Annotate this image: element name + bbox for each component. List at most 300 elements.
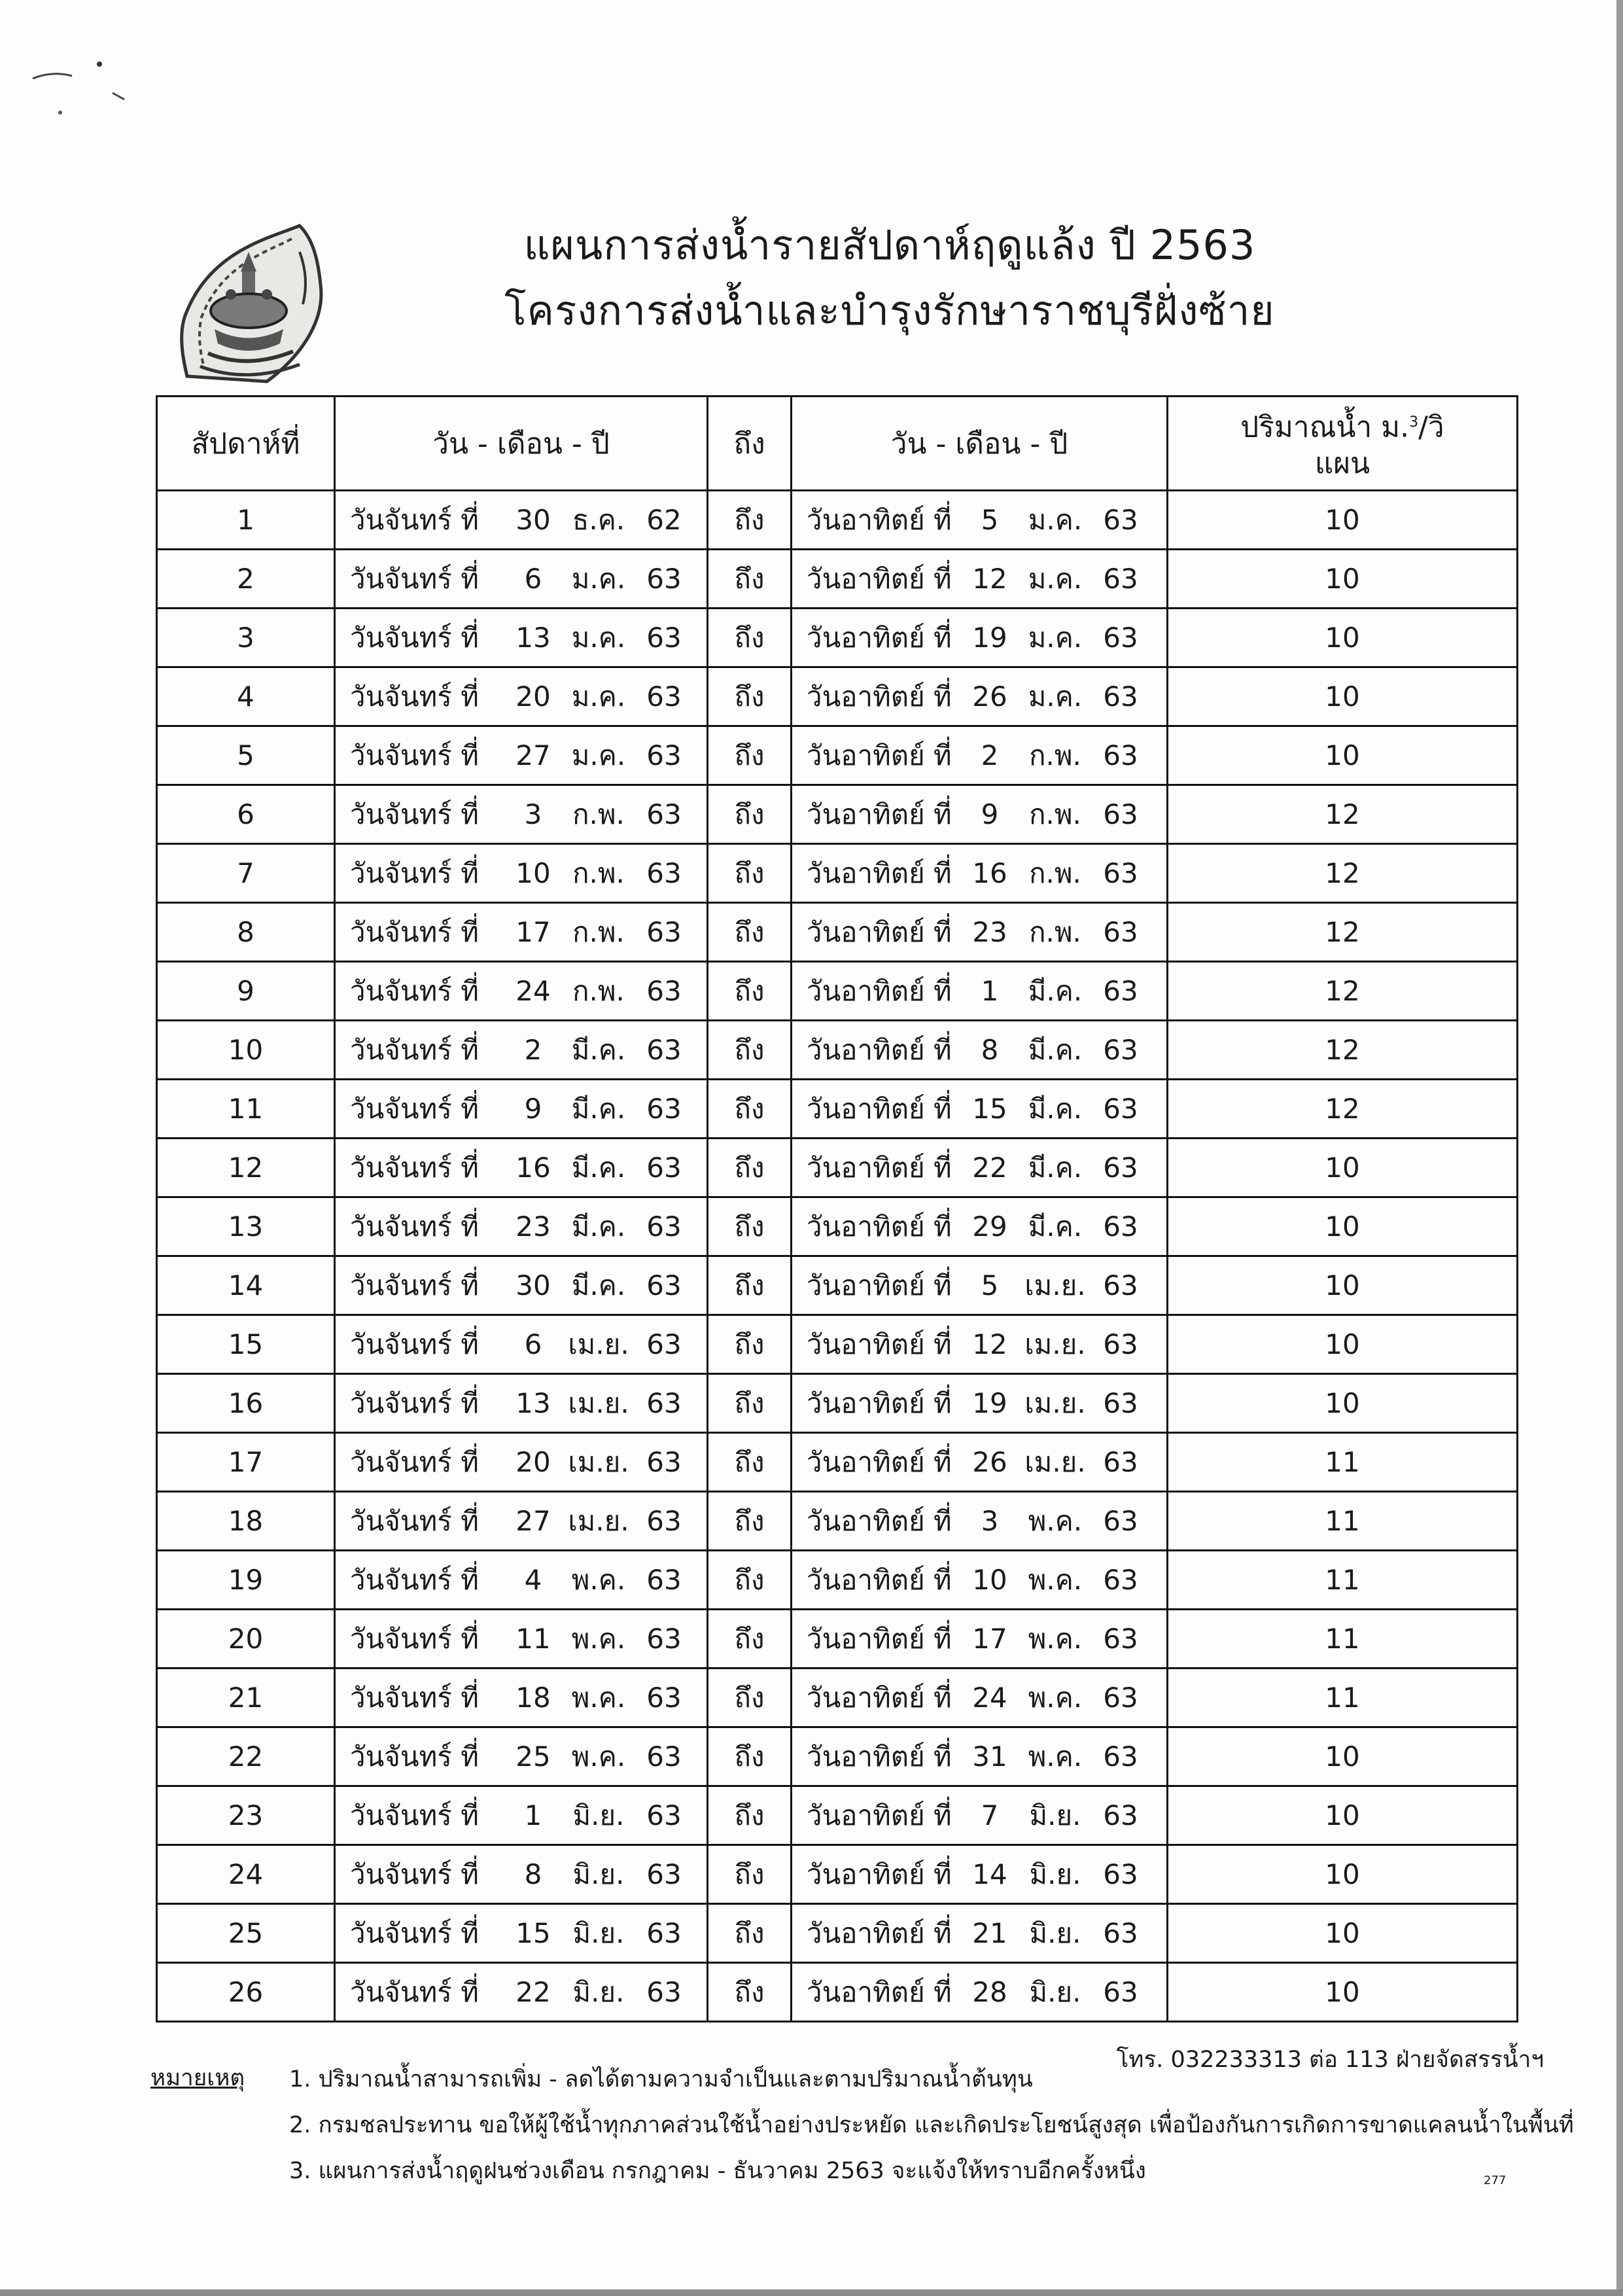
- to-year: 63: [1103, 1092, 1138, 1125]
- to-year: 63: [1103, 1622, 1138, 1655]
- from-day-label: วันจันทร์ ที่: [350, 974, 479, 1007]
- from-month: ก.พ.: [572, 857, 625, 889]
- to-month: มิ.ย.: [1029, 1975, 1081, 2008]
- to-day-number: 1: [981, 974, 999, 1007]
- week-number-cell: 15: [157, 1315, 335, 1374]
- to-day-label: วันอาทิตย์ ที่: [807, 503, 952, 536]
- week-number-cell: 9: [157, 962, 335, 1021]
- week-number-cell: 2: [157, 550, 335, 609]
- to-cell: ถึง: [708, 726, 792, 785]
- table-row: [157, 1669, 1518, 1727]
- header-to: ถึง: [708, 397, 792, 491]
- planned-volume-cell: 10: [1168, 609, 1518, 667]
- to-month: เม.ย.: [1024, 1269, 1086, 1301]
- planned-volume-cell: 10: [1168, 1963, 1518, 2022]
- table-row: [157, 1492, 1518, 1551]
- from-month: พ.ค.: [571, 1740, 626, 1773]
- week-number-cell: 16: [157, 1374, 335, 1433]
- from-day-number: 2: [524, 1033, 542, 1066]
- from-day-number: 23: [515, 1210, 551, 1243]
- header-volume-sup: 3: [1409, 414, 1419, 431]
- from-month: ก.พ.: [572, 974, 625, 1007]
- to-month: มี.ค.: [1028, 1092, 1083, 1125]
- from-year: 63: [646, 974, 682, 1007]
- to-day-label: วันอาทิตย์ ที่: [807, 1445, 952, 1478]
- to-date-cell: [792, 1551, 1168, 1610]
- from-year: 63: [646, 1681, 682, 1714]
- planned-volume-cell: 12: [1168, 844, 1518, 903]
- planned-volume-cell: 10: [1168, 1727, 1518, 1786]
- from-day-label: วันจันทร์ ที่: [350, 1740, 479, 1773]
- week-number-cell: 24: [157, 1845, 335, 1904]
- to-date-cell: [792, 903, 1168, 962]
- table-row: [157, 1256, 1518, 1315]
- week-number-cell: 25: [157, 1904, 335, 1963]
- to-cell: ถึง: [708, 1963, 792, 2022]
- to-day-label: วันอาทิตย์ ที่: [807, 680, 952, 713]
- to-cell: ถึง: [708, 1256, 792, 1315]
- week-number-cell: 12: [157, 1139, 335, 1197]
- from-month: พ.ค.: [571, 1622, 626, 1655]
- to-year: 63: [1103, 1975, 1138, 2008]
- to-day-number: 5: [981, 503, 999, 536]
- from-day-number: 15: [515, 1916, 551, 1949]
- to-month: ก.พ.: [1029, 915, 1081, 948]
- to-day-label: วันอาทิตย์ ที่: [807, 1799, 952, 1831]
- header-volume-plan: แผน: [1314, 447, 1370, 481]
- to-date-cell: [792, 1433, 1168, 1492]
- to-cell: ถึง: [708, 1551, 792, 1610]
- table-row: [157, 903, 1518, 962]
- to-cell: ถึง: [708, 903, 792, 962]
- from-date-cell: [335, 1845, 708, 1904]
- to-date-cell: [792, 1786, 1168, 1845]
- week-number-cell: 22: [157, 1727, 335, 1786]
- planned-volume-cell: 10: [1168, 1786, 1518, 1845]
- from-year: 63: [646, 739, 682, 771]
- to-day-label: วันอาทิตย์ ที่: [807, 1386, 952, 1419]
- from-year: 63: [646, 1916, 682, 1949]
- header-from-date: วัน - เดือน - ปี: [335, 397, 708, 491]
- from-date-cell: [335, 1904, 708, 1963]
- to-date-cell: [792, 1610, 1168, 1669]
- from-date-cell: [335, 1080, 708, 1139]
- to-month: ม.ค.: [1028, 503, 1083, 536]
- from-day-number: 17: [515, 915, 551, 948]
- to-year: 63: [1103, 739, 1138, 771]
- from-day-label: วันจันทร์ ที่: [350, 1269, 479, 1301]
- from-month: มี.ค.: [571, 1092, 626, 1125]
- from-month: มิ.ย.: [572, 1975, 625, 2008]
- planned-volume-cell: 11: [1168, 1433, 1518, 1492]
- to-cell: ถึง: [708, 491, 792, 550]
- header-volume-suffix: /วิ: [1418, 410, 1444, 444]
- to-month: มี.ค.: [1028, 1210, 1083, 1243]
- to-year: 63: [1103, 680, 1138, 713]
- week-number-cell: 17: [157, 1433, 335, 1492]
- to-day-number: 19: [972, 621, 1007, 654]
- from-day-number: 11: [515, 1622, 551, 1655]
- header-volume-prefix: ปริมาณน้ำ ม.: [1240, 410, 1410, 444]
- table-row: [157, 1551, 1518, 1610]
- to-date-cell: [792, 726, 1168, 785]
- table-row: [157, 1139, 1518, 1197]
- to-day-number: 14: [972, 1858, 1007, 1890]
- from-date-cell: [335, 1021, 708, 1080]
- from-year: 63: [646, 1799, 682, 1831]
- from-year: 63: [646, 915, 682, 948]
- table-row: [157, 1845, 1518, 1904]
- notes-label: หมายเหตุ: [150, 2065, 245, 2091]
- to-date-cell: [792, 1139, 1168, 1197]
- scan-speck-marks: [26, 52, 131, 124]
- to-day-number: 19: [972, 1386, 1007, 1419]
- to-cell: ถึง: [708, 1021, 792, 1080]
- to-cell: ถึง: [708, 1197, 792, 1256]
- to-day-number: 3: [981, 1504, 999, 1537]
- to-year: 63: [1103, 1563, 1138, 1596]
- week-number-cell: 19: [157, 1551, 335, 1610]
- to-month: ม.ค.: [1028, 562, 1083, 595]
- to-day-number: 28: [972, 1975, 1007, 2008]
- to-day-number: 23: [972, 915, 1007, 948]
- weekly-water-plan-table: [156, 395, 1518, 2022]
- to-date-cell: [792, 785, 1168, 844]
- to-date-cell: [792, 1374, 1168, 1433]
- to-date-cell: [792, 1080, 1168, 1139]
- from-day-number: 10: [515, 857, 551, 889]
- week-number-cell: 3: [157, 609, 335, 667]
- to-day-label: วันอาทิตย์ ที่: [807, 1033, 952, 1066]
- to-date-cell: [792, 1256, 1168, 1315]
- to-day-label: วันอาทิตย์ ที่: [807, 915, 952, 948]
- from-year: 63: [646, 1858, 682, 1890]
- from-year: 63: [646, 857, 682, 889]
- to-month: พ.ค.: [1028, 1563, 1083, 1596]
- table-row: [157, 1080, 1518, 1139]
- from-date-cell: [335, 1610, 708, 1669]
- to-month: พ.ค.: [1028, 1740, 1083, 1773]
- to-day-label: วันอาทิตย์ ที่: [807, 1975, 952, 2008]
- from-date-cell: [335, 1139, 708, 1197]
- from-date-cell: [335, 1492, 708, 1551]
- to-year: 63: [1103, 1269, 1138, 1301]
- table-row: [157, 1374, 1518, 1433]
- from-day-number: 3: [524, 798, 542, 830]
- to-day-label: วันอาทิตย์ ที่: [807, 739, 952, 771]
- from-year: 63: [646, 1504, 682, 1537]
- table-row: [157, 1904, 1518, 1963]
- from-month: ม.ค.: [571, 621, 626, 654]
- week-number-cell: 26: [157, 1963, 335, 2022]
- to-day-label: วันอาทิตย์ ที่: [807, 1858, 952, 1890]
- to-month: พ.ค.: [1028, 1504, 1083, 1537]
- to-month: มิ.ย.: [1029, 1916, 1081, 1949]
- week-number-cell: 4: [157, 667, 335, 726]
- planned-volume-cell: 12: [1168, 903, 1518, 962]
- from-date-cell: [335, 1786, 708, 1845]
- to-day-number: 26: [972, 1445, 1007, 1478]
- from-month: มี.ค.: [571, 1210, 626, 1243]
- planned-volume-cell: 11: [1168, 1492, 1518, 1551]
- from-month: ม.ค.: [571, 680, 626, 713]
- from-year: 63: [646, 1210, 682, 1243]
- from-month: มิ.ย.: [572, 1799, 625, 1831]
- planned-volume-cell: 12: [1168, 962, 1518, 1021]
- to-day-label: วันอาทิตย์ ที่: [807, 1210, 952, 1243]
- to-date-cell: [792, 491, 1168, 550]
- from-month: เม.ย.: [568, 1328, 629, 1360]
- to-date-cell: [792, 1904, 1168, 1963]
- from-date-cell: [335, 1315, 708, 1374]
- from-date-cell: [335, 667, 708, 726]
- table-row: [157, 844, 1518, 903]
- week-number-cell: 20: [157, 1610, 335, 1669]
- to-month: ก.พ.: [1029, 798, 1081, 830]
- table-row: [157, 550, 1518, 609]
- note-item-3: 3. แผนการส่งน้ำฤดูฝนช่วงเดือน กรกฎาคม - ธันวาคม 2563 จะแจ้งให้ทราบอีกครั้งหนึ่ง: [289, 2158, 1146, 2184]
- to-month: ม.ค.: [1028, 680, 1083, 713]
- title-line-1: แผนการส่งน้ำรายสัปดาห์ฤดูแล้ง ปี 2563: [523, 221, 1256, 269]
- from-date-cell: [335, 785, 708, 844]
- to-day-label: วันอาทิตย์ ที่: [807, 1328, 952, 1360]
- note-item-1: 1. ปริมาณน้ำสามารถเพิ่ม - ลดได้ตามความจำเป็นและตามปริมาณน้ำต้นทุน: [289, 2066, 1033, 2093]
- from-date-cell: [335, 844, 708, 903]
- planned-volume-cell: 12: [1168, 785, 1518, 844]
- to-cell: ถึง: [708, 1139, 792, 1197]
- to-cell: ถึง: [708, 1727, 792, 1786]
- from-day-number: 13: [515, 621, 551, 654]
- from-year: 63: [646, 1033, 682, 1066]
- from-date-cell: [335, 609, 708, 667]
- contact-phone: โทร. 032233313 ต่อ 113 ฝ่ายจัดสรรน้ำฯ: [1116, 2047, 1544, 2073]
- from-month: ม.ค.: [571, 739, 626, 771]
- planned-volume-cell: 10: [1168, 667, 1518, 726]
- planned-volume-cell: 10: [1168, 491, 1518, 550]
- to-month: ก.พ.: [1029, 739, 1081, 771]
- to-cell: ถึง: [708, 785, 792, 844]
- to-month: มิ.ย.: [1029, 1799, 1081, 1831]
- to-date-cell: [792, 609, 1168, 667]
- table-row: [157, 1433, 1518, 1492]
- to-date-cell: [792, 1845, 1168, 1904]
- to-cell: ถึง: [708, 1904, 792, 1963]
- to-day-number: 10: [972, 1563, 1007, 1596]
- from-date-cell: [335, 491, 708, 550]
- to-year: 63: [1103, 915, 1138, 948]
- week-number-cell: 8: [157, 903, 335, 962]
- from-day-number: 24: [515, 974, 551, 1007]
- scan-edge-bottom: [0, 2289, 1623, 2296]
- to-day-number: 31: [972, 1740, 1007, 1773]
- from-year: 63: [646, 1092, 682, 1125]
- note-item-2: 2. กรมชลประทาน ขอให้ผู้ใช้น้ำทุกภาคส่วนใช้น้ำอย่างประหยัด และเกิดประโยชน์สูงสุด เพื่อป้องกันการเกิดการขาดแคลนน้ำในพื้นที่: [289, 2112, 1574, 2138]
- planned-volume-cell: 12: [1168, 1080, 1518, 1139]
- to-month: มี.ค.: [1028, 1033, 1083, 1066]
- table-row: [157, 1963, 1518, 2022]
- irrigation-department-seal-icon: [169, 213, 332, 393]
- to-day-label: วันอาทิตย์ ที่: [807, 1681, 952, 1714]
- to-day-label: วันอาทิตย์ ที่: [807, 1269, 952, 1301]
- to-month: พ.ค.: [1028, 1681, 1083, 1714]
- to-cell: ถึง: [708, 1433, 792, 1492]
- from-year: 63: [646, 1975, 682, 2008]
- to-day-label: วันอาทิตย์ ที่: [807, 621, 952, 654]
- to-date-cell: [792, 844, 1168, 903]
- to-cell: ถึง: [708, 1845, 792, 1904]
- to-day-number: 12: [972, 1328, 1007, 1360]
- to-day-label: วันอาทิตย์ ที่: [807, 1151, 952, 1184]
- from-month: พ.ค.: [571, 1563, 626, 1596]
- from-month: เม.ย.: [568, 1386, 629, 1419]
- from-year: 63: [646, 680, 682, 713]
- week-number-cell: 6: [157, 785, 335, 844]
- to-cell: ถึง: [708, 844, 792, 903]
- table-row: [157, 962, 1518, 1021]
- to-month: เม.ย.: [1024, 1386, 1086, 1419]
- to-year: 63: [1103, 1916, 1138, 1949]
- from-month: มิ.ย.: [572, 1916, 625, 1949]
- from-month: มี.ค.: [571, 1269, 626, 1301]
- to-cell: ถึง: [708, 1669, 792, 1727]
- to-day-number: 26: [972, 680, 1007, 713]
- from-date-cell: [335, 1727, 708, 1786]
- table-header-row: [157, 397, 1518, 491]
- from-day-label: วันจันทร์ ที่: [350, 1151, 479, 1184]
- planned-volume-cell: 10: [1168, 726, 1518, 785]
- planned-volume-cell: 10: [1168, 1904, 1518, 1963]
- from-year: 63: [646, 1386, 682, 1419]
- to-day-number: 9: [981, 798, 999, 830]
- to-day-number: 17: [972, 1622, 1007, 1655]
- from-day-number: 4: [524, 1563, 542, 1596]
- from-date-cell: [335, 1669, 708, 1727]
- to-year: 63: [1103, 798, 1138, 830]
- planned-volume-cell: 10: [1168, 1256, 1518, 1315]
- to-day-number: 8: [981, 1033, 999, 1066]
- table-row: [157, 1197, 1518, 1256]
- table-row: [157, 609, 1518, 667]
- to-year: 63: [1103, 1151, 1138, 1184]
- to-month: ม.ค.: [1028, 621, 1083, 654]
- scan-edge-right: [1616, 0, 1623, 2296]
- from-day-label: วันจันทร์ ที่: [350, 798, 479, 830]
- planned-volume-cell: 11: [1168, 1669, 1518, 1727]
- to-date-cell: [792, 1492, 1168, 1551]
- from-day-number: 6: [524, 562, 542, 595]
- week-number-cell: 23: [157, 1786, 335, 1845]
- from-month: ก.พ.: [572, 915, 625, 948]
- to-cell: ถึง: [708, 1786, 792, 1845]
- from-day-number: 27: [515, 739, 551, 771]
- from-day-label: วันจันทร์ ที่: [350, 1799, 479, 1831]
- from-day-number: 20: [515, 1445, 551, 1478]
- from-day-number: 18: [515, 1681, 551, 1714]
- from-day-number: 16: [515, 1151, 551, 1184]
- from-day-number: 6: [524, 1328, 542, 1360]
- from-day-label: วันจันทร์ ที่: [350, 680, 479, 713]
- to-cell: ถึง: [708, 667, 792, 726]
- to-cell: ถึง: [708, 962, 792, 1021]
- from-day-label: วันจันทร์ ที่: [350, 857, 479, 889]
- from-day-label: วันจันทร์ ที่: [350, 1681, 479, 1714]
- from-year: 63: [646, 1740, 682, 1773]
- from-day-number: 25: [515, 1740, 551, 1773]
- to-day-number: 15: [972, 1092, 1007, 1125]
- planned-volume-cell: 11: [1168, 1610, 1518, 1669]
- to-cell: ถึง: [708, 609, 792, 667]
- from-day-number: 20: [515, 680, 551, 713]
- from-day-number: 1: [524, 1799, 542, 1831]
- planned-volume-cell: 11: [1168, 1551, 1518, 1610]
- to-year: 63: [1103, 562, 1138, 595]
- to-date-cell: [792, 962, 1168, 1021]
- to-day-label: วันอาทิตย์ ที่: [807, 1622, 952, 1655]
- to-month: มี.ค.: [1028, 1151, 1083, 1184]
- to-year: 63: [1103, 1504, 1138, 1537]
- to-day-number: 7: [981, 1799, 999, 1831]
- to-day-label: วันอาทิตย์ ที่: [807, 1740, 952, 1773]
- to-month: มิ.ย.: [1029, 1858, 1081, 1890]
- from-date-cell: [335, 1551, 708, 1610]
- header-volume: [1168, 397, 1518, 491]
- from-day-label: วันจันทร์ ที่: [350, 1975, 479, 2008]
- from-day-label: วันจันทร์ ที่: [350, 1328, 479, 1360]
- to-year: 63: [1103, 1858, 1138, 1890]
- from-year: 63: [646, 1563, 682, 1596]
- to-year: 63: [1103, 974, 1138, 1007]
- to-day-number: 24: [972, 1681, 1007, 1714]
- from-day-label: วันจันทร์ ที่: [350, 621, 479, 654]
- to-date-cell: [792, 550, 1168, 609]
- to-day-number: 22: [972, 1151, 1007, 1184]
- planned-volume-cell: 10: [1168, 1139, 1518, 1197]
- to-date-cell: [792, 1197, 1168, 1256]
- header-to-date: วัน - เดือน - ปี: [792, 397, 1168, 491]
- week-number-cell: 18: [157, 1492, 335, 1551]
- from-month: มิ.ย.: [572, 1858, 625, 1890]
- from-date-cell: [335, 1374, 708, 1433]
- week-number-cell: 13: [157, 1197, 335, 1256]
- from-month: ก.พ.: [572, 798, 625, 830]
- to-day-label: วันอาทิตย์ ที่: [807, 798, 952, 830]
- week-number-cell: 10: [157, 1021, 335, 1080]
- to-date-cell: [792, 1021, 1168, 1080]
- to-year: 63: [1103, 1445, 1138, 1478]
- from-day-number: 9: [524, 1092, 542, 1125]
- to-day-label: วันอาทิตย์ ที่: [807, 1563, 952, 1596]
- table-row: [157, 667, 1518, 726]
- from-year: 63: [646, 798, 682, 830]
- table-row: [157, 1315, 1518, 1374]
- table-row: [157, 1610, 1518, 1669]
- from-day-number: 13: [515, 1386, 551, 1419]
- to-year: 63: [1103, 1799, 1138, 1831]
- from-day-label: วันจันทร์ ที่: [350, 1033, 479, 1066]
- to-month: มี.ค.: [1028, 974, 1083, 1007]
- to-cell: ถึง: [708, 550, 792, 609]
- from-year: 63: [646, 562, 682, 595]
- from-month: มี.ค.: [571, 1151, 626, 1184]
- to-month: เม.ย.: [1024, 1328, 1086, 1360]
- from-year: 63: [646, 621, 682, 654]
- to-day-number: 29: [972, 1210, 1007, 1243]
- title-line-2: โครงการส่งน้ำและบำรุงรักษาราชบุรีฝั่งซ้าย: [504, 287, 1275, 334]
- from-year: 63: [646, 1328, 682, 1360]
- from-day-number: 8: [524, 1858, 542, 1890]
- to-day-number: 16: [972, 857, 1007, 889]
- from-month: พ.ค.: [571, 1681, 626, 1714]
